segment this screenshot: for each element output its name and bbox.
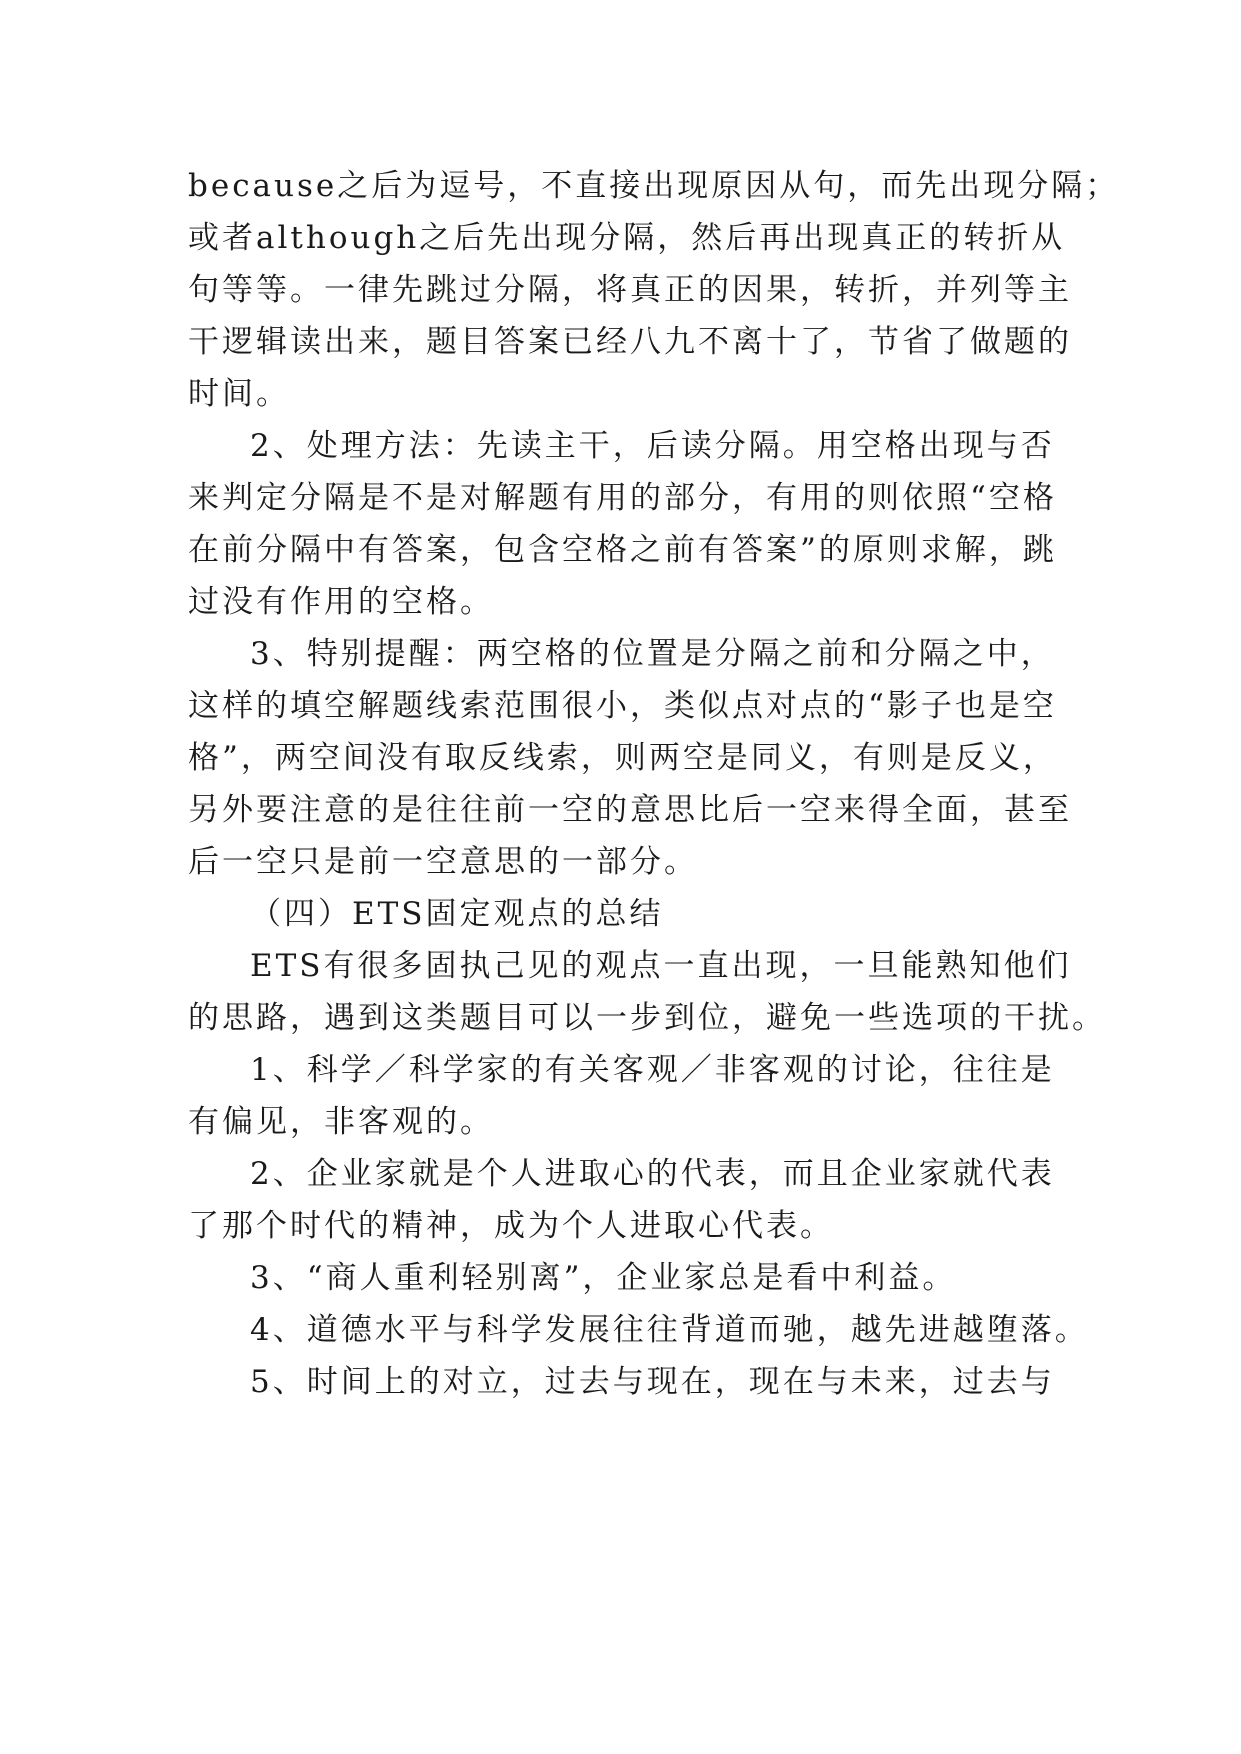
text-line: 时间。 — [188, 376, 290, 412]
list-item-1-line: 1、科学／科学家的有关客观／非客观的讨论，往往是 — [250, 1052, 1055, 1088]
text-line: 后一空只是前一空意思的一部分。 — [188, 844, 698, 880]
text-line: 另外要注意的是往往前一空的意思比后一空来得全面，甚至 — [188, 792, 1072, 828]
text-line: 了那个时代的精神，成为个人进取心代表。 — [188, 1208, 834, 1244]
list-item-4-line: 4、道德水平与科学发展往往背道而驰，越先进越堕落。 — [250, 1312, 1089, 1348]
text-line: 或者although之后先出现分隔，然后再出现真正的转折从 — [188, 220, 1066, 256]
list-item-3-line: 3、“商人重利轻别离”，企业家总是看中利益。 — [250, 1260, 957, 1296]
list-item-2-line: 2、企业家就是个人进取心的代表，而且企业家就代表 — [250, 1156, 1055, 1192]
text-line: because之后为逗号，不直接出现原因从句，而先出现分隔； — [188, 168, 1120, 204]
text-line: 干逻辑读出来，题目答案已经八九不离十了，节省了做题的 — [188, 324, 1072, 360]
text-line: 在前分隔中有答案，包含空格之前有答案”的原则求解，跳 — [188, 532, 1057, 568]
text-line: 的思路，遇到这类题目可以一步到位，避免一些选项的干扰。 — [188, 1000, 1106, 1036]
list-item-5-line: 5、时间上的对立，过去与现在，现在与未来，过去与 — [250, 1364, 1055, 1400]
paragraph-first-line: ETS有很多固执己见的观点一直出现，一旦能熟知他们 — [250, 948, 1072, 984]
text-line: 来判定分隔是不是对解题有用的部分，有用的则依照“空格 — [188, 480, 1057, 516]
list-item-2-line: 2、处理方法：先读主干，后读分隔。用空格出现与否 — [250, 428, 1055, 464]
text-line: 有偏见，非客观的。 — [188, 1104, 494, 1140]
section-heading: （四）ETS固定观点的总结 — [250, 896, 664, 932]
list-item-3-line: 3、特别提醒：两空格的位置是分隔之前和分隔之中， — [250, 636, 1055, 672]
text-line: 过没有作用的空格。 — [188, 584, 494, 620]
text-line: 句等等。一律先跳过分隔，将真正的因果，转折，并列等主 — [188, 272, 1072, 308]
text-line: 这样的填空解题线索范围很小，类似点对点的“影子也是空 — [188, 688, 1057, 724]
text-line: 格”，两空间没有取反线索，则两空是同义，有则是反义， — [188, 740, 1057, 776]
